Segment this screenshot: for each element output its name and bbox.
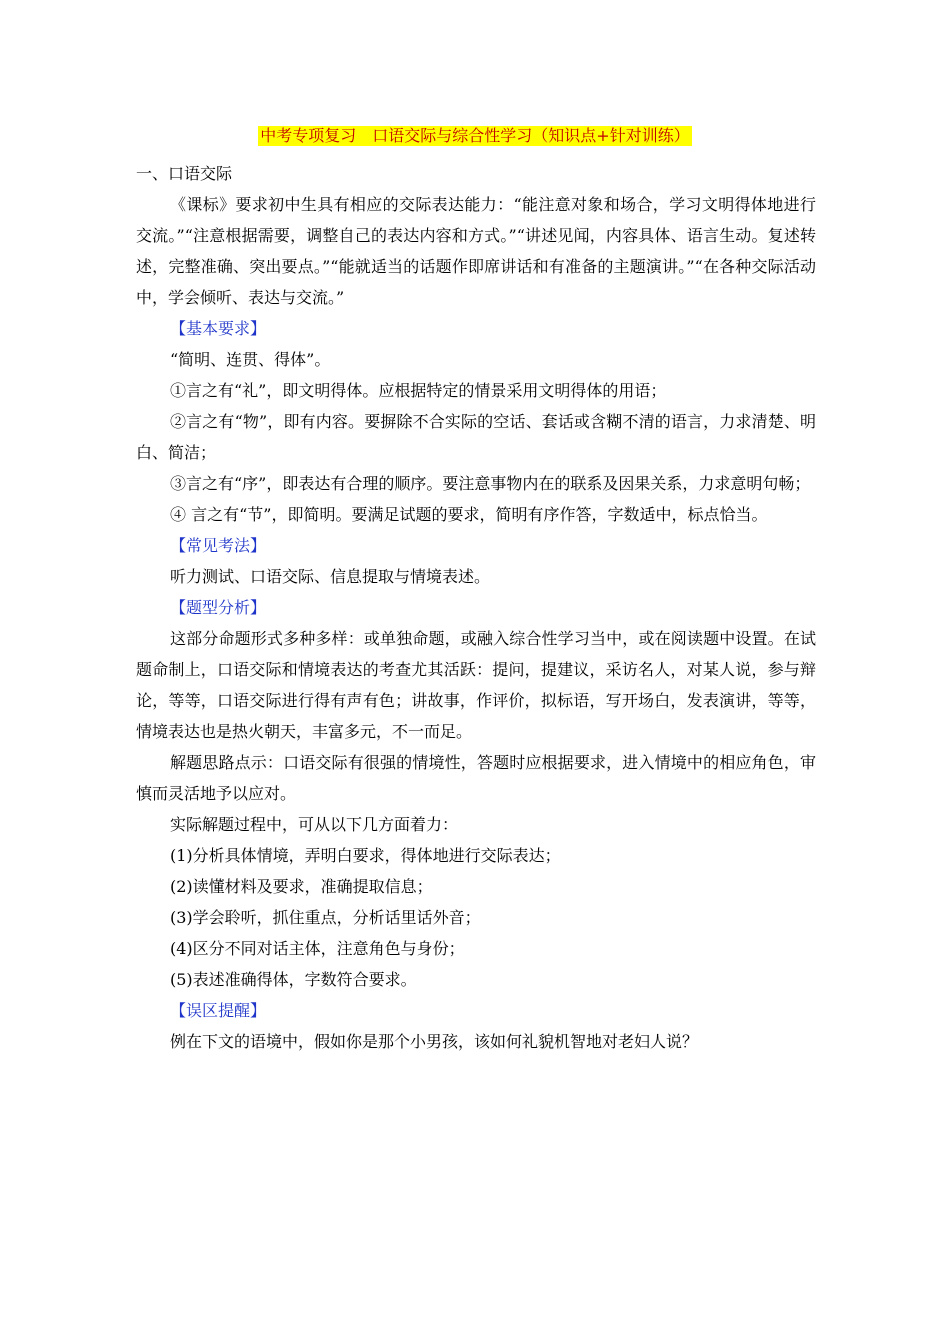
analysis-step-2: (2)读懂材料及要求，准确提取信息； xyxy=(170,877,433,896)
document-body xyxy=(136,158,816,1057)
title-block xyxy=(0,126,950,146)
basic-item-courtesy: ①言之有“礼”，即文明得体。应根据特定的情景采用文明得体的用语； xyxy=(170,381,667,400)
analysis-paragraph-2: 解题思路点示：口语交际有很强的情境性，答题时应根据要求，进入情境中的相应角色，审慎而灵活地予以应对。 xyxy=(136,753,816,803)
heading-common-methods: 【常见考法】 xyxy=(170,536,267,555)
section-heading-oral-communication: 一、口语交际 xyxy=(136,164,233,183)
basic-item-content: ②言之有“物”，即有内容。要摒除不合实际的空话、套话或含糊不清的语言，力求清楚、明白、简洁； xyxy=(136,412,816,462)
analysis-step-3: (3)学会聆听，抓住重点，分析话里话外音； xyxy=(170,908,481,927)
basic-summary: “简明、连贯、得体”。 xyxy=(170,350,331,369)
document-title: 中考专项复习 口语交际与综合性学习（知识点+针对训练） xyxy=(260,126,690,145)
analysis-paragraph-1: 这部分命题形式多种多样：或单独命题，或融入综合性学习当中，或在阅读题中设置。在试题命制上，口语交际和情境表达的考查尤其活跃：提问，提建议，采访名人，对某人说，参与辩论，等等，口语交际进行得有声有色；讲故事，作评价，拟标语，写开场白，发表演讲，等等，情境表达也是热火朝天，丰富多元，不一而足。 xyxy=(136,629,816,741)
analysis-step-4: (4)区分不同对话主体，注意角色与身份； xyxy=(170,939,465,958)
heading-question-analysis: 【题型分析】 xyxy=(170,598,267,617)
analysis-step-1: (1)分析具体情境，弄明白要求，得体地进行交际表达； xyxy=(170,846,561,865)
basic-item-order: ③言之有“序”，即表达有合理的顺序。要注意事物内在的联系及因果关系，力求意明句畅； xyxy=(170,474,811,493)
heading-basic-requirements: 【基本要求】 xyxy=(170,319,267,338)
analysis-paragraph-3: 实际解题过程中，可从以下几方面着力： xyxy=(170,815,459,834)
pitfall-text: 例在下文的语境中，假如你是那个小男孩，该如何礼貌机智地对老妇人说？ xyxy=(170,1032,699,1051)
heading-pitfall-reminder: 【误区提醒】 xyxy=(170,1001,267,1020)
basic-item-concise: ④ 言之有“节”，即简明。要满足试题的要求，简明有序作答，字数适中，标点恰当。 xyxy=(170,505,768,524)
analysis-step-5: (5)表述准确得体，字数符合要求。 xyxy=(170,970,417,989)
intro-paragraph: 《课标》要求初中生具有相应的交际表达能力：“能注意对象和场合，学习文明得体地进行交流。”“注意根据需要，调整自己的表达内容和方式。”“讲述见闻，内容具体、语言生动。复述转述，完整准确、突出要点。”“能就适当的话题作即席讲话和有准备的主题演讲。”“在各种交际活动中，学会倾听、表达与交流。” xyxy=(136,195,816,307)
common-methods-text: 听力测试、口语交际、信息提取与情境表述。 xyxy=(170,567,491,586)
